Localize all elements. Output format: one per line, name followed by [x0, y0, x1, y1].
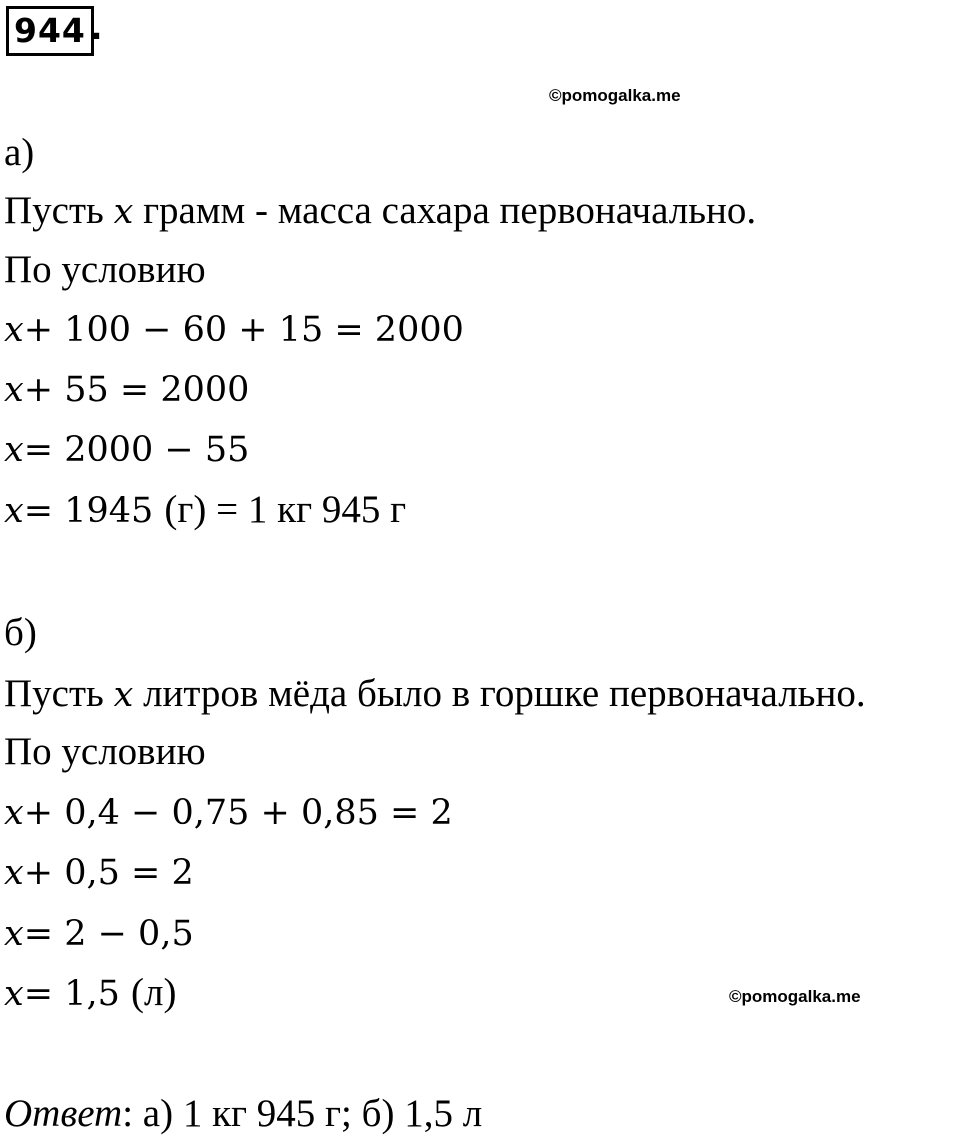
part-b-eq2-var: x: [4, 853, 24, 893]
part-b-eq2-body: + 0,5 = 2: [23, 853, 194, 893]
part-a-eq3-var: x: [4, 430, 24, 470]
part-a-eq2-var: x: [4, 370, 24, 410]
part-a-equation-3: [4, 424, 249, 475]
part-a-eq4-text: (г) = 1 кг 945 г: [164, 488, 407, 531]
part-b-eq3-body: = 2 − 0,5: [23, 914, 194, 954]
part-b-equation-2: [4, 847, 194, 898]
part-b-intro-prefix: Пусть: [4, 672, 114, 715]
part-a-eq1-var: x: [4, 310, 24, 350]
part-b-equation-3: [4, 908, 194, 959]
problem-number-text: 944: [14, 11, 86, 50]
part-b-eq4-var: x: [4, 974, 24, 1014]
problem-number-dot: .: [90, 8, 103, 47]
part-a-condition: По условию: [4, 248, 206, 291]
part-a-intro: [4, 186, 756, 237]
answer-text: : а) 1 кг 945 г; б) 1,5 л: [122, 1092, 483, 1135]
part-a-eq1-body: + 100 − 60 + 15 = 2000: [23, 310, 464, 350]
part-b-label: б): [4, 611, 37, 654]
part-b-intro-suffix: литров мёда было в горшке первоначально.: [133, 672, 866, 715]
part-b-eq1-var: x: [4, 793, 24, 833]
part-a-equation-1: [4, 304, 464, 355]
watermark-top: ©pomogalka.me: [549, 86, 681, 105]
part-b-eq4-text: (л): [131, 971, 177, 1014]
part-b-eq3-var: x: [4, 914, 24, 954]
part-a-equation-4: [4, 485, 406, 536]
part-b-equation-4: [4, 968, 176, 1019]
part-b-eq1-body: + 0,4 − 0,75 + 0,85 = 2: [23, 793, 453, 833]
part-a-intro-suffix: грамм - масса сахара первоначально.: [133, 189, 757, 232]
part-b-eq4-math: = 1,5: [23, 974, 131, 1014]
part-a-eq4-math: = 1945: [23, 491, 165, 531]
part-a-variable: x: [113, 192, 134, 232]
part-a-intro-prefix: Пусть: [4, 189, 114, 232]
answer-label: Ответ: [4, 1092, 123, 1135]
problem-number: [6, 6, 94, 56]
part-b-intro: [4, 669, 866, 720]
part-b-equation-1: [4, 787, 453, 838]
answer-line: [4, 1089, 482, 1139]
part-a-eq2-body: + 55 = 2000: [23, 370, 250, 410]
part-a-eq4-var: x: [4, 491, 24, 531]
part-b-condition: По условию: [4, 730, 206, 773]
watermark-bottom: ©pomogalka.me: [729, 987, 861, 1006]
part-a-label: а): [4, 131, 35, 174]
part-a-eq3-body: = 2000 − 55: [23, 430, 250, 470]
part-b-variable: x: [113, 675, 134, 715]
part-a-equation-2: [4, 364, 249, 415]
